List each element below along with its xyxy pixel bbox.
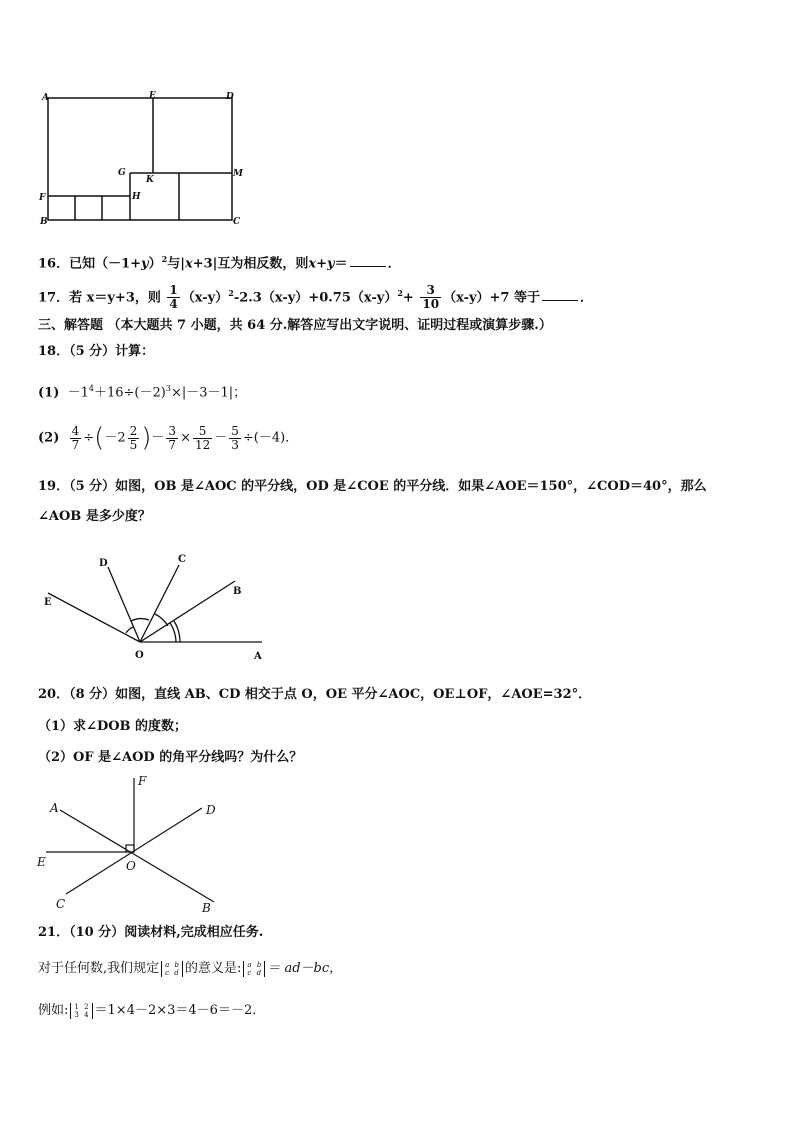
angle-figure-20 <box>30 770 230 920</box>
question-21-example: 例如: 1 2 3 4 ＝1×4－2×3＝4－6＝－2． <box>38 1002 266 1019</box>
question-18-part-2: (2) $\frac{4}{7}$ ÷(－2 $\frac{2}{5}$ )－ $\frac{3}{7}$ × $\frac{5}{12}$ － $\frac{5}{3}$ ÷(－4)． <box>38 423 299 453</box>
question-20-line-1: 20．（8 分）如图，直线 AB、CD 相交于点 O，OE 平分∠AOC，OE⊥OF，∠AOE=32°． <box>38 687 592 702</box>
answer-blank <box>542 288 578 301</box>
label-E: E <box>44 597 52 608</box>
label-B: B <box>202 901 211 915</box>
label-C: C <box>56 897 66 911</box>
fraction: $\frac{1}{4}$ <box>169 283 178 312</box>
angle-figure-19 <box>30 545 280 667</box>
label-A: A <box>50 801 59 815</box>
question-18-part-1: $(1) -1^4+16\div(-2)^3\times|-3-1|$； <box>38 384 247 401</box>
question-21-heading: 21．（10 分）阅读材料,完成相应任务. <box>38 925 264 940</box>
determinant: 1 2 3 4 <box>70 1003 92 1019</box>
label-A: A <box>254 651 262 662</box>
label-A: A <box>42 93 49 103</box>
question-19-line-1: 19．（5 分）如图，OB 是∠AOC 的平分线，OD 是∠COE 的平分线．如果∠AOE＝150°，∠COD＝40°，那么 <box>38 479 707 494</box>
answer-blank <box>350 254 386 267</box>
label-K: K <box>146 175 154 185</box>
label-M: M <box>233 169 243 179</box>
question-21-definition: 对于任何数,我们规定 a b c d 的意义是: a b c d ＝ ad－bc， <box>38 960 343 977</box>
label-B: B <box>40 217 48 227</box>
label-B: B <box>233 586 242 597</box>
question-18-heading: 18．（5 分）计算： <box>38 344 155 359</box>
label-D: D <box>206 803 216 817</box>
label-O: O <box>135 650 144 661</box>
label-G: G <box>118 168 126 178</box>
label-E: E <box>37 855 46 869</box>
label-C: C <box>233 217 241 227</box>
rectangle-figure <box>30 86 260 232</box>
question-17: 17．若 x＝y+3，则 $\frac{1}{4}$ $(x-y)^2-2.3(x-y)+0.75(x-y)^2+$ $\frac{3}{10}$ （x-y）+7 等于 ． <box>38 283 594 312</box>
question-20-sub-1: （1）求∠DOB 的度数； <box>38 719 188 734</box>
question-20-sub-2: （2）OF 是∠AOD 的角平分线吗？为什么？ <box>38 750 303 765</box>
label-C: C <box>178 554 186 565</box>
label-D: D <box>226 92 234 102</box>
label-H: H <box>132 192 141 202</box>
label-F: F <box>39 193 46 203</box>
section-heading: 三、解答题 （本大题共 7 小题，共 64 分.解答应写出文字说明、证明过程或演算步骤.） <box>38 318 552 333</box>
determinant: a b c d <box>243 961 265 977</box>
label-O: O <box>126 859 136 873</box>
determinant: a b c d <box>161 961 183 977</box>
question-16: 16．已知$(-1+y)^2$与|x+3|互为相反数，则x+y＝ ． <box>38 254 401 272</box>
label-E: E <box>149 91 156 101</box>
fraction: $\frac{3}{10}$ <box>422 283 440 312</box>
label-D: D <box>99 558 108 569</box>
label-F: F <box>138 774 147 788</box>
question-19-line-2: ∠AOB 是多少度？ <box>38 509 151 524</box>
